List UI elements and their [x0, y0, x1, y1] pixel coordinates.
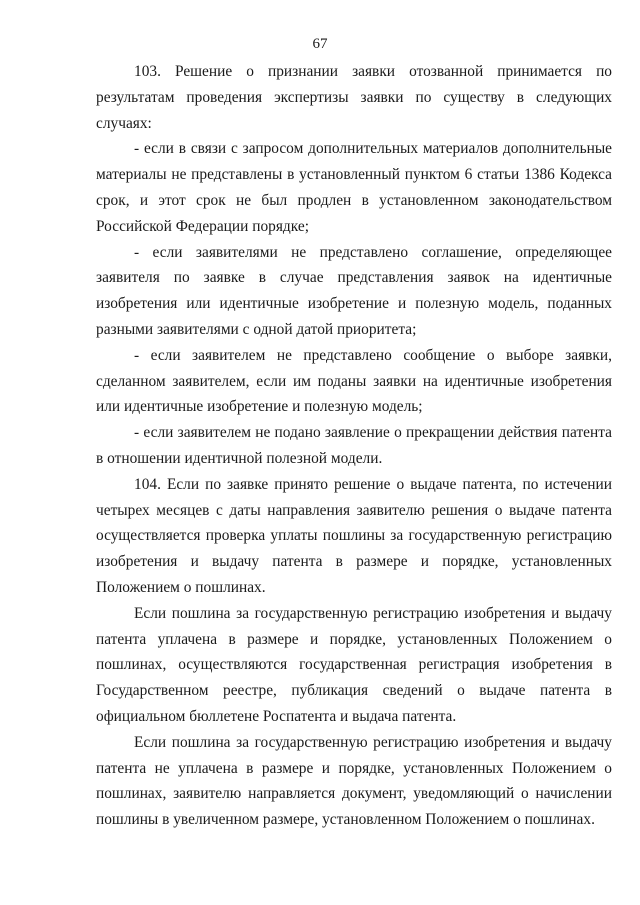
list-item-agreement-not-submitted: - если заявителями не представлено соглашение, определяющее заявителя по заявке в случае представления заявок на идентичные изобретения или идентичные изобретение и полезную модель, поданных разными заявителями с одной датой приоритета; [96, 243, 612, 338]
list-item-patent-termination: - если заявителем не подано заявление о прекращении действия патента в отношении идентичной полезной модели. [96, 424, 612, 467]
list-item-choice-message: - если заявителем не представлено сообщение о выборе заявки, сделанном заявителем, если им поданы заявки на идентичные изобретения или идентичные изобретение и полезную модель; [96, 346, 612, 416]
paragraph-103: 103. Решение о признании заявки отозванной принимается по результатам проведения экспертизы заявки по существу в следующих случаях: [96, 63, 612, 132]
paragraph-104: 104. Если по заявке принято решение о выдаче патента, по истечении четырех месяцев с даты направления заявителю решения о выдаче патента осуществляется проверка уплаты пошлины за государственную регистрацию изобретения и выдачу патента в размере и порядке, установленных Положением о пошлинах. [96, 475, 612, 596]
paragraph-fee-paid: Если пошлина за государственную регистрацию изобретения и выдачу патента уплачена в размере и порядке, установленных Положением о пошлинах, осуществляются государственная регистрация изобретения в Государственном реестре, публикация сведений о выдаче патента в официальном бюллетене Роспатента и выдача патента. [96, 604, 612, 725]
list-item-additional-materials: - если в связи с запросом дополнительных материалов дополнительные материалы не представлены в установленный пунктом 6 статьи 1386 Кодекса срок, и этот срок не был продлен в установленном законодательством Российской Федерации порядке; [96, 140, 612, 235]
page-number: 67 [312, 36, 328, 52]
paragraph-fee-not-paid: Если пошлина за государственную регистрацию изобретения и выдачу патента не уплачена в размере и порядке, установленных Положением о пошлинах, заявителю направляется документ, уведомляющий о начислении пошлины в увеличенном размере, установленном Положением о пошлинах. [96, 733, 612, 829]
document-body [96, 59, 612, 833]
